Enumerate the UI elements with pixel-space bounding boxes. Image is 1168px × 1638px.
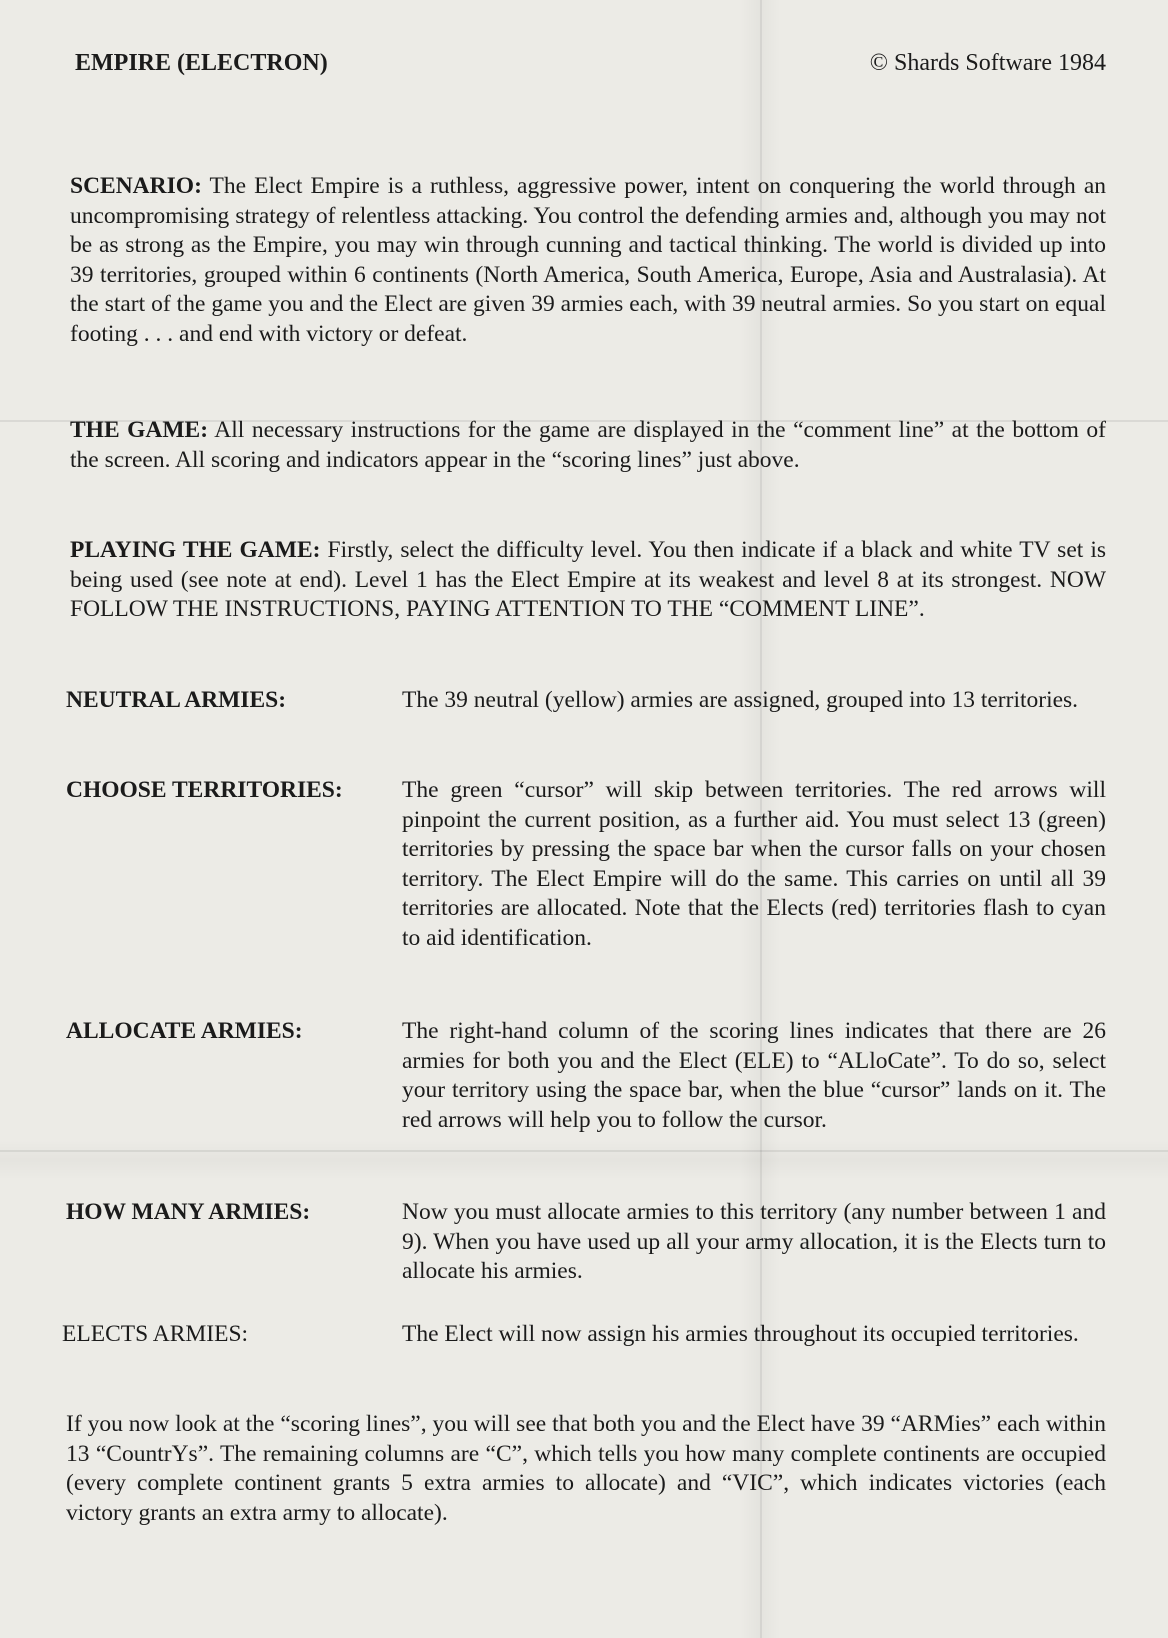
scenario-text: The Elect Empire is a ruthless, aggressive power, intent on conquering the world through an uncompromising strategy of relentless attacking. You control the defending armies and, although you may not be as strong as the Empire, you may win through cunning and tactical thinking. The world is divided up into 39 territories, grouped within 6 continents (North America, South America, Europe, Asia and Australasia). At the start of the game you and the Elect are given 39 armies each, with 39 neutral armies. So you start on equal footing . . . and end with victory or defeat. <box>70 173 1107 347</box>
choose-territories-text: The green “cursor” will skip between territories. The red arrows will pinpoint the current position, as a further aid. You must select 13 (green) territories by pressing the space bar when the cursor falls on your chosen territory. The Elect Empire will do the same. This carries on until all 39 territories are allocated. Note that the Elects (red) territories flash to cyan to aid identification. <box>402 777 1106 951</box>
closing-paragraph <box>66 1410 1106 1528</box>
scenario-heading: SCENARIO <box>70 173 195 199</box>
the-game-section: THE GAME: All necessary instructions for the game are displayed in the “comment line” at the bottom of the screen. All scoring and indicators appear in the “scoring lines” just above. <box>70 417 1107 473</box>
paper-fold <box>0 1150 1168 1152</box>
elects-armies-label: ELECTS ARMIES: <box>62 1321 249 1347</box>
playing-heading: PLAYING THE GAME <box>70 537 313 563</box>
how-many-armies-label: HOW MANY ARMIES: <box>66 1199 311 1225</box>
choose-territories-label: CHOOSE TERRITORIES: <box>66 777 343 803</box>
document-title: EMPIRE (ELECTRON) <box>75 50 328 76</box>
playing-text: Firstly, select the difficulty level. You then indicate if a black and white TV set is being used (see note at end). Level 1 has the Elect Empire at its weakest and level 8 at its strongest. NOW FOLLOW THE INSTRUCTIONS, PAYING ATTENTION TO THE “COMMENT LINE”. <box>70 537 1107 622</box>
copyright-notice: © Shards Software 1984 <box>869 50 1106 76</box>
the-game-text: All necessary instructions for the game are displayed in the “comment line” at the bottom of the screen. All scoring and indicators appear in the “scoring lines” just above. <box>70 417 1107 473</box>
scenario-section: SCENARIO: The Elect Empire is a ruthless, aggressive power, intent on conquering the world through an uncompromising strategy of relentless attacking. You control the defending armies and, although you may not be as strong as the Empire, you may win through cunning and tactical thinking. The world is divided up into 39 territories, grouped within 6 continents (North America, South America, Europe, Asia and Australasia). At the start of the game you and the Elect are given 39 armies each, with 39 neutral armies. So you start on equal footing . . . and end with victory or defeat. <box>70 173 1107 347</box>
how-many-armies-text: Now you must allocate armies to this territory (any number between 1 and 9). When you have used up all your army allocation, it is the Elects turn to allocate his armies. <box>402 1199 1106 1284</box>
neutral-armies-label: NEUTRAL ARMIES: <box>66 687 287 713</box>
neutral-armies-text: The 39 neutral (yellow) armies are assigned, grouped into 13 territories. <box>402 687 1079 713</box>
allocate-armies-label: ALLOCATE ARMIES: <box>66 1018 303 1044</box>
allocate-armies-text: The right-hand column of the scoring lines indicates that there are 26 armies for both you and the Elect (ELE) to “ALloCate”. To do so, select your territory using the space bar, when the blue “cursor” lands on it. The red arrows will help you to follow the cursor. <box>402 1018 1106 1133</box>
page-header <box>75 50 1106 77</box>
elects-armies-text: The Elect will now assign his armies throughout its occupied territories. <box>402 1321 1079 1347</box>
the-game-heading: THE GAME <box>70 417 201 443</box>
closing-text: If you now look at the “scoring lines”, you will see that both you and the Elect have 39 “ARMies” each within 13 “CountrYs”. The remaining columns are “C”, which tells you how many complete continents are occupied (every complete continent grants 5 extra armies to allocate) and “VIC”, which indicates victories (each victory grants an extra army to allocate). <box>66 1411 1106 1526</box>
playing-section: PLAYING THE GAME: Firstly, select the difficulty level. You then indicate if a black and white TV set is being used (see note at end). Level 1 has the Elect Empire at its weakest and level 8 at its strongest. NOW FOLLOW THE INSTRUCTIONS, PAYING ATTENTION TO THE “COMMENT LINE”. <box>70 537 1107 622</box>
